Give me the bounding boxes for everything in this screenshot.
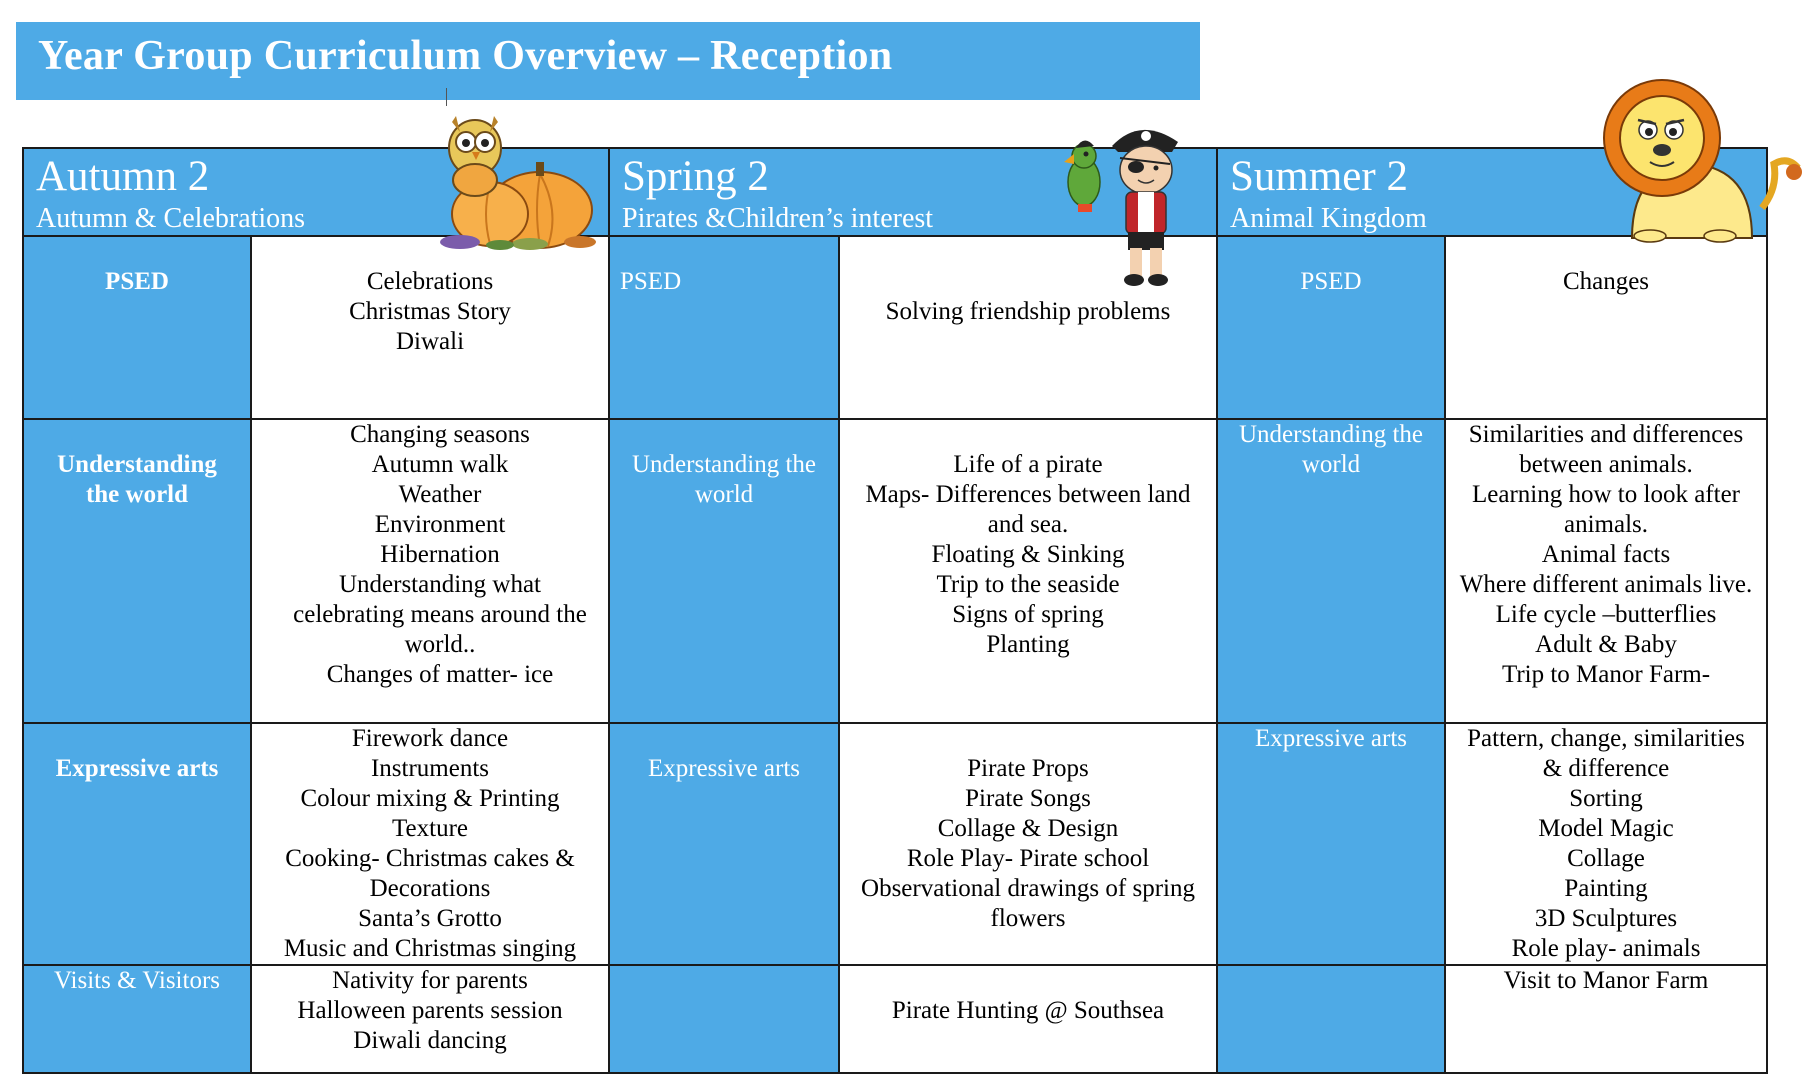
content-cell xyxy=(251,723,609,965)
list-item: Changing seasons xyxy=(350,421,530,448)
list-item: Life cycle –butterflies xyxy=(1495,601,1717,628)
list-item: Life of a pirate xyxy=(953,451,1103,478)
list-item: Trip to Manor Farm- xyxy=(1501,661,1711,688)
content-cell xyxy=(251,965,609,1073)
list-item: Instruments xyxy=(370,755,490,782)
content-cell xyxy=(1445,723,1767,965)
term-header-row xyxy=(23,148,1767,236)
list-item: Autumn walk xyxy=(371,451,509,478)
list-item: Pirate Songs xyxy=(965,785,1091,812)
table-row-expressive-arts xyxy=(23,723,1767,965)
list-item: Observational drawings of spring flowers xyxy=(861,875,1195,932)
list-item: Adult & Baby xyxy=(1535,631,1677,658)
list-item: Where different animals live. xyxy=(1459,571,1753,598)
list-item: Learning how to look after animals. xyxy=(1472,481,1740,538)
row-label: Expressive arts xyxy=(1217,723,1445,965)
curriculum-table xyxy=(22,147,1768,1074)
list-item xyxy=(840,966,1216,996)
content-cell xyxy=(839,965,1217,1073)
term-theme: Autumn & Celebrations xyxy=(36,203,306,234)
list-item: Solving friendship problems xyxy=(885,298,1171,325)
list-item: Pattern, change, similarities & difference xyxy=(1467,725,1745,782)
list-item: Role play- animals xyxy=(1511,935,1701,962)
content-cell xyxy=(251,236,609,419)
term-name: Spring 2 xyxy=(622,153,769,200)
content-cell xyxy=(839,419,1217,723)
list-item: Environment xyxy=(374,511,506,538)
content-cell xyxy=(1445,965,1767,1073)
row-label-empty xyxy=(1217,965,1445,1073)
row-label: Understanding the world xyxy=(1217,419,1445,723)
list-item: Maps- Differences between land and sea. xyxy=(865,481,1191,538)
list-item: Trip to the seaside xyxy=(936,571,1120,598)
list-item: Understanding what celebrating means around the world.. xyxy=(293,571,587,658)
term-theme: Pirates &Children’s interest xyxy=(622,203,934,234)
term-name: Summer 2 xyxy=(1230,153,1408,200)
list-item: Changes xyxy=(1562,268,1650,295)
row-label: Understanding the world xyxy=(609,419,839,723)
list-item: Celebrations xyxy=(366,268,494,295)
list-item: Diwali xyxy=(395,328,465,355)
list-item: Role Play- Pirate school xyxy=(906,845,1150,872)
term-theme: Animal Kingdom xyxy=(1230,203,1427,234)
row-label: PSED xyxy=(1217,236,1445,419)
list-item: Cooking- Christmas cakes & Decorations xyxy=(285,845,575,902)
row-label: Expressive arts xyxy=(609,723,839,965)
content-cell xyxy=(1445,236,1767,419)
owl-pumpkin-icon xyxy=(430,102,615,250)
content-cell xyxy=(839,723,1217,965)
list-item: Colour mixing & Printing xyxy=(300,785,560,812)
list-item: Diwali dancing xyxy=(353,1027,507,1054)
list-item: Similarities and differences between animals. xyxy=(1468,421,1744,478)
table-row-psed xyxy=(23,236,1767,419)
lion-icon xyxy=(1592,78,1802,243)
row-label: Expressive arts xyxy=(23,723,251,965)
title-banner xyxy=(16,22,1200,100)
list-item xyxy=(850,420,1206,450)
row-label: Visits & Visitors xyxy=(23,965,251,1073)
pirate-parrot-icon xyxy=(1060,112,1190,290)
row-label: PSED xyxy=(23,236,251,419)
list-item: Nativity for parents xyxy=(332,967,528,994)
list-item: Pirate Props xyxy=(967,755,1089,782)
list-item: Signs of spring xyxy=(952,601,1104,628)
list-item: Animal facts xyxy=(1541,541,1671,568)
list-item: Floating & Sinking xyxy=(931,541,1125,568)
content-cell xyxy=(1445,419,1767,723)
list-item: Music and Christmas singing xyxy=(283,935,577,962)
term-name: Autumn 2 xyxy=(36,153,210,200)
list-item: 3D Sculptures xyxy=(1534,905,1678,932)
list-item: Halloween parents session xyxy=(297,997,563,1024)
list-item xyxy=(848,724,1208,754)
table-row-visits xyxy=(23,965,1767,1073)
list-item: Pirate Hunting @ Southsea xyxy=(891,997,1165,1024)
list-item: Model Magic xyxy=(1538,815,1674,842)
list-item: Painting xyxy=(1564,875,1648,902)
list-item: Sorting xyxy=(1569,785,1643,812)
list-item: Hibernation xyxy=(380,541,500,568)
page-title: Year Group Curriculum Overview – Reception xyxy=(38,33,893,79)
content-cell xyxy=(251,419,609,723)
list-item: Collage xyxy=(1567,845,1645,872)
list-item: Santa’s Grotto xyxy=(358,905,502,932)
list-item: Firework dance xyxy=(351,725,509,752)
row-label: Understanding the world xyxy=(23,419,251,723)
list-item: Weather xyxy=(398,481,482,508)
row-label: PSED xyxy=(609,236,839,419)
list-item: Visit to Manor Farm xyxy=(1503,967,1709,994)
list-item: Changes of matter- ice xyxy=(326,661,554,688)
list-item: Christmas Story xyxy=(349,298,511,325)
row-label-empty xyxy=(609,965,839,1073)
list-item: Planting xyxy=(986,631,1070,658)
list-item: Collage & Design xyxy=(937,815,1119,842)
table-row-understanding-the-world xyxy=(23,419,1767,723)
list-item: Texture xyxy=(392,815,468,842)
